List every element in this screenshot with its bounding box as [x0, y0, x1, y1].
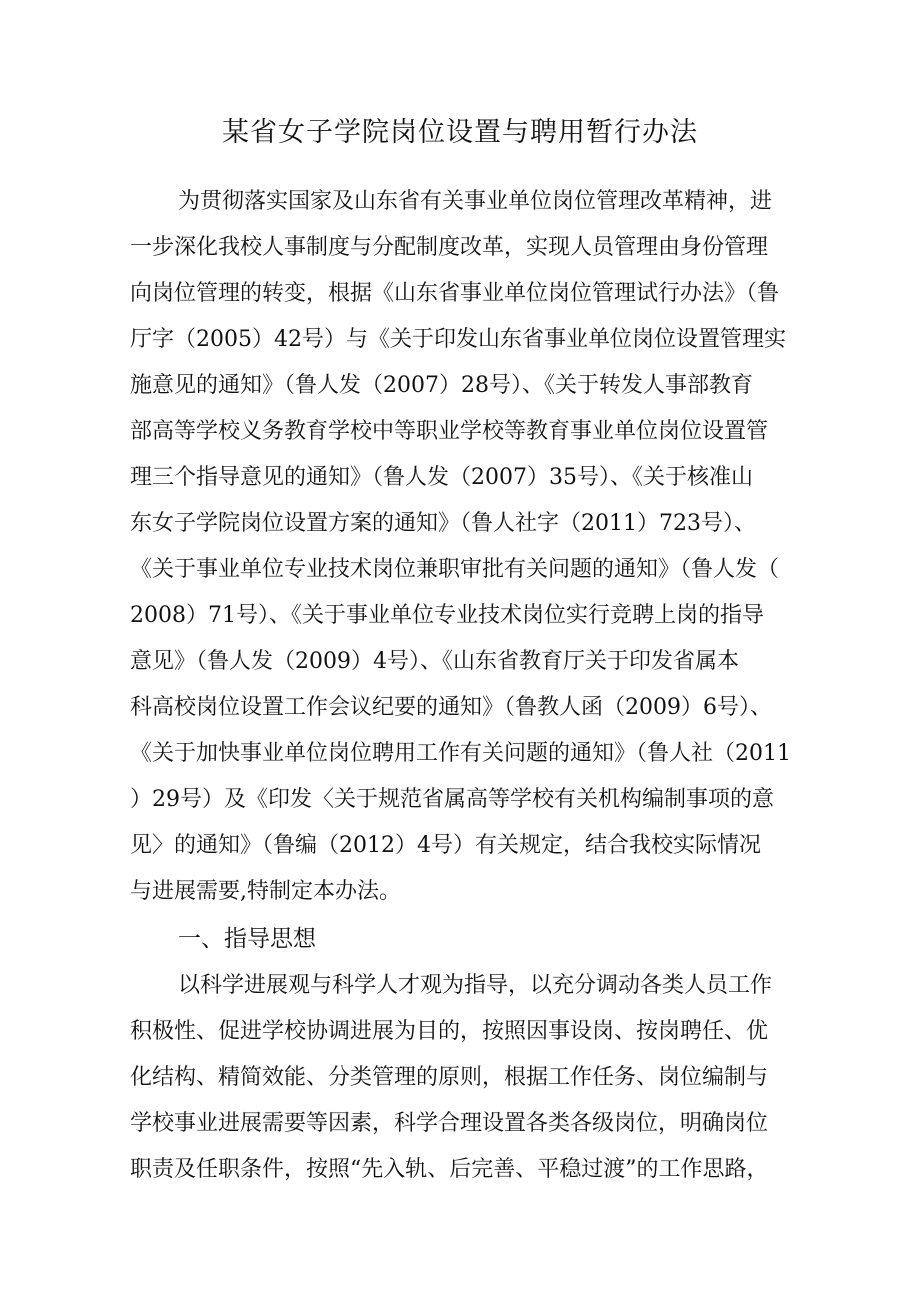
preamble-line: 一步深化我校人事制度与分配制度改革，实现人员管理由身份管理	[130, 235, 769, 260]
section-heading: 一、指导思想	[178, 926, 316, 952]
preamble-line: 厅字（2005）42号）与《关于印发山东省事业单位岗位设置管理实	[130, 327, 786, 352]
preamble-line: 理三个指导意见的通知》（鲁人发（2007）35号）、《关于核准山	[130, 465, 753, 490]
section-body-line: 积极性、促进学校协调进展为目的，按照因事设岗、按岗聘任、优	[130, 1019, 769, 1044]
section-body-line: 化结构、精简效能、分类管理的原则，根据工作任务、岗位编制与	[130, 1065, 769, 1090]
preamble-line: 科高校岗位设置工作会议纪要的通知》（鲁教人函（2009）6号）、	[130, 695, 772, 720]
section-body-line: 以科学进展观与科学人才观为指导，以充分调动各类人员工作	[178, 973, 773, 998]
preamble-line: 向岗位管理的转变，根据《山东省事业单位岗位管理试行办法》（鲁	[130, 281, 780, 306]
document-title: 某省女子学院岗位设置与聘用暂行办法	[222, 117, 698, 148]
preamble-line: 2008）71号）、《关于事业单位专业技术岗位实行竞聘上岗的指导	[130, 603, 764, 628]
preamble-line: 与进展需要,特制定本办法。	[130, 879, 401, 904]
preamble-line: 《关于事业单位专业技术岗位兼职审批有关问题的通知》（鲁人发（	[130, 557, 780, 582]
preamble-line: 《关于加快事业单位岗位聘用工作有关问题的通知》（鲁人社（2011	[130, 741, 791, 766]
preamble-line: 部高等学校义务教育学校中等职业学校等教育事业单位岗位设置管	[130, 419, 769, 444]
section-body-line: 学校事业进展需要等因素，科学合理设置各类各级岗位，明确岗位	[130, 1111, 769, 1136]
preamble-line: 施意见的通知》（鲁人发（2007）28号）、《关于转发人事部教育	[130, 373, 753, 398]
section-body-line: 职责及任职条件，按照“先入轨、后完善、平稳过渡”的工作思路，	[130, 1157, 769, 1182]
preamble-line: ）29号）及《印发〈关于规范省属高等学校有关机构编制事项的意	[130, 787, 774, 812]
preamble-line: 为贯彻落实国家及山东省有关事业单位岗位管理改革精神，进	[178, 189, 773, 214]
preamble-line: 意见》（鲁人发（2009）4号）、《山东省教育厅关于印发省属本	[130, 649, 739, 674]
preamble-line: 见〉的通知》（鲁编（2012）4号）有关规定，结合我校实际情况	[130, 833, 761, 858]
preamble-line: 东女子学院岗位设置方案的通知》（鲁人社字（2011）723号）、	[130, 511, 756, 536]
